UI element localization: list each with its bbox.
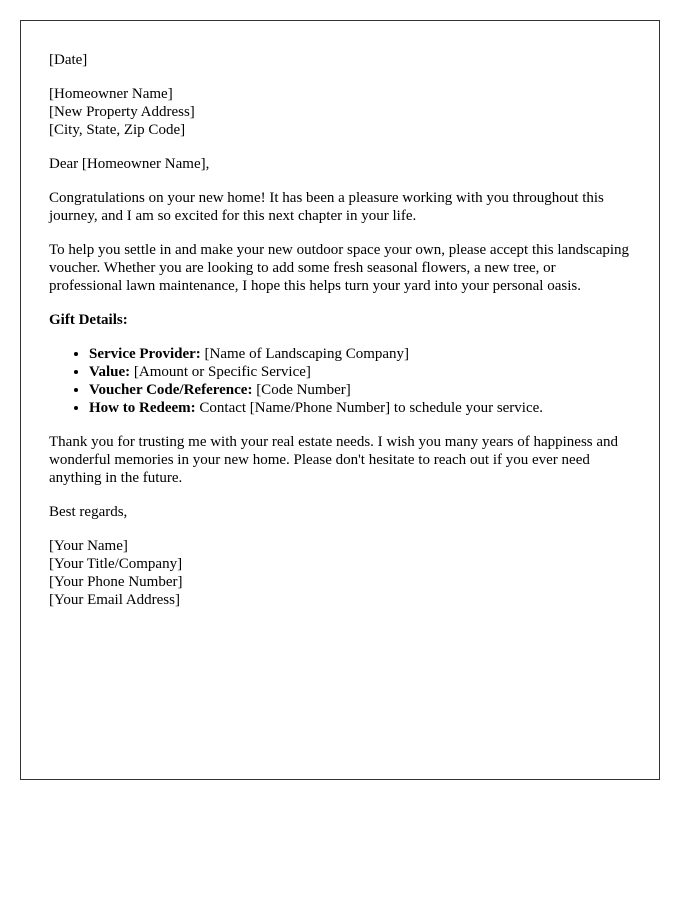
gift-item-label: Value: xyxy=(89,364,131,380)
gift-item-label: Voucher Code/Reference: xyxy=(89,382,253,398)
gift-item-value: Contact [Name/Phone Number] to schedule your service. xyxy=(195,400,544,416)
gift-item-how-to-redeem xyxy=(89,399,631,417)
recipient-city: [City, State, Zip Code] xyxy=(49,122,186,138)
signature-name: [Your Name] xyxy=(49,538,128,554)
paragraph-voucher: To help you settle in and make your new outdoor space your own, please accept this landscaping voucher. Whether you are looking to add some fresh seasonal flowers, a new tree, or professional lawn maintenance, I hope this helps turn your yard into your personal oasis. xyxy=(49,242,630,294)
signature-phone: [Your Phone Number] xyxy=(49,574,183,590)
gift-item-voucher-code xyxy=(89,381,631,399)
letter-page xyxy=(20,20,660,780)
gift-details-list xyxy=(49,345,631,417)
closing-paragraph: Thank you for trusting me with your real estate needs. I wish you many years of happiness and wonderful memories in your new home. Please don't hesitate to reach out if you ever need anything in the future. xyxy=(49,434,619,486)
gift-item-value: [Name of Landscaping Company] xyxy=(200,346,410,362)
gift-item-value: [Code Number] xyxy=(252,382,351,398)
recipient-block xyxy=(49,85,631,139)
salutation: Dear [Homeowner Name], xyxy=(49,156,210,172)
gift-item-label: How to Redeem: xyxy=(89,400,196,416)
gift-details-heading: Gift Details: xyxy=(49,312,128,328)
signature-email: [Your Email Address] xyxy=(49,592,180,608)
recipient-address: [New Property Address] xyxy=(49,104,195,120)
gift-item-value: [Amount or Specific Service] xyxy=(130,364,311,380)
gift-item-label: Service Provider: xyxy=(89,346,201,362)
gift-item-service-provider xyxy=(89,345,631,363)
letter-date: [Date] xyxy=(49,52,88,68)
signature-title: [Your Title/Company] xyxy=(49,556,183,572)
signature-block xyxy=(49,537,631,609)
paragraph-congratulations: Congratulations on your new home! It has been a pleasure working with you throughout this journey, and I am so excited for this next chapter in your life. xyxy=(49,190,604,224)
gift-item-value-row xyxy=(89,363,631,381)
closing: Best regards, xyxy=(49,504,128,520)
recipient-name: [Homeowner Name] xyxy=(49,86,173,102)
